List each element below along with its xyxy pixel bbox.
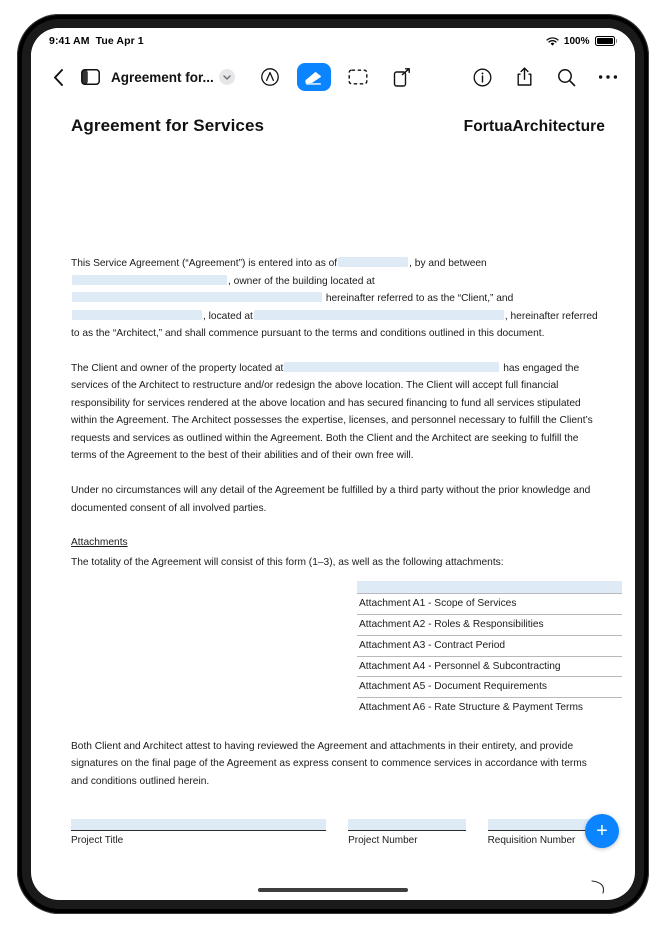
list-item: Attachment A4 - Personnel & Subcontracting xyxy=(357,657,622,678)
document-body xyxy=(71,255,605,807)
highlight-tool[interactable] xyxy=(297,63,331,91)
p1-seg5: , located at xyxy=(203,310,253,322)
document-header xyxy=(71,116,605,136)
field-architect-name[interactable] xyxy=(72,310,202,320)
sidebar-toggle-button[interactable] xyxy=(75,62,105,92)
add-button[interactable]: + xyxy=(585,814,619,848)
project-number-field[interactable] xyxy=(348,819,465,846)
status-bar xyxy=(31,28,635,54)
share-button[interactable] xyxy=(509,62,539,92)
document-toolbar xyxy=(31,54,635,100)
project-title-label: Project Title xyxy=(71,835,124,846)
search-icon xyxy=(557,68,576,87)
status-date: Tue Apr 1 xyxy=(95,35,144,47)
battery-percent-label: 100% xyxy=(563,35,590,47)
share-icon xyxy=(516,67,533,87)
tablet-device-frame xyxy=(17,14,649,914)
selection-tool[interactable] xyxy=(341,63,375,91)
ellipsis-icon xyxy=(598,74,618,80)
attachments-list xyxy=(357,581,622,718)
p1-seg1: This Service Agreement (“Agreement”) is entered into as of xyxy=(71,258,338,269)
paragraph-2 xyxy=(71,360,605,465)
list-item: Attachment A1 - Scope of Services xyxy=(357,594,622,615)
pen-circle-icon xyxy=(260,67,280,87)
project-title-field[interactable] xyxy=(71,819,326,846)
paragraph-1 xyxy=(71,255,605,343)
page-add-icon xyxy=(393,68,411,87)
device-screen xyxy=(31,28,635,900)
requisition-number-label: Requisition Number xyxy=(487,835,576,846)
status-time: 9:41 AM xyxy=(49,35,90,47)
info-button[interactable] xyxy=(467,62,497,92)
chevron-down-icon[interactable] xyxy=(219,69,235,85)
back-button[interactable] xyxy=(43,62,73,92)
closing-paragraph: Both Client and Architect attest to having reviewed the Agreement and attachments in their entirety, and provide signatures on the final page of the Agreement as express consent to commence services in accordance with terms and conditions outlined herein. xyxy=(71,740,587,787)
attachments-input-field[interactable] xyxy=(357,581,622,594)
markup-pen-tool[interactable] xyxy=(253,63,287,91)
highlighter-icon xyxy=(303,69,325,85)
document-title: Agreement for... xyxy=(111,69,214,85)
p1-seg6: , hereinafter referred to as the “Architect,” and shall commence pursuant to the terms and conditions outlined in this document. xyxy=(71,310,598,340)
field-party-one[interactable] xyxy=(72,275,227,285)
list-item: Attachment A5 - Document Requirements xyxy=(357,677,622,698)
paragraph-3: Under no circumstances will any detail of the Agreement be fulfilled by a third party without the prior knowledge and documented consent of all involved parties. xyxy=(71,485,591,514)
p1-seg3: , owner of the building located at xyxy=(228,275,375,287)
p2-seg1: The Client and owner of the property located at xyxy=(71,362,284,374)
more-options-button[interactable] xyxy=(593,62,623,92)
document-title-menu[interactable] xyxy=(111,69,235,85)
field-building-address[interactable] xyxy=(72,292,322,302)
project-title-input[interactable] xyxy=(71,819,326,831)
home-indicator xyxy=(258,888,408,892)
sidebar-toggle-icon xyxy=(81,69,100,85)
dashed-rectangle-icon xyxy=(348,68,368,86)
page-curl-indicator xyxy=(591,880,609,894)
info-circle-icon xyxy=(473,68,492,87)
p1-seg4: hereinafter referred to as the “Client,” and xyxy=(323,293,514,305)
field-date[interactable] xyxy=(338,257,408,267)
list-item: Attachment A6 - Rate Structure & Payment Terms xyxy=(359,702,584,714)
list-item: Attachment A2 - Roles & Responsibilities xyxy=(357,615,622,636)
field-property-location[interactable] xyxy=(284,362,499,372)
search-button[interactable] xyxy=(551,62,581,92)
list-item: Attachment A3 - Contract Period xyxy=(357,636,622,657)
p1-seg2: , by and between xyxy=(409,258,487,269)
page-title: Agreement for Services xyxy=(71,116,265,135)
markup-tool-group xyxy=(253,63,419,91)
signature-fields-row xyxy=(71,819,605,846)
project-number-input[interactable] xyxy=(348,819,465,831)
attachments-intro: The totality of the Agreement will consist of this form (1–3), as well as the following attachments: xyxy=(71,556,504,568)
add-page-tool[interactable] xyxy=(385,63,419,91)
p2-seg2: has engaged the services of the Architect to restructure and/or redesign the above location. The Client will accept full financial responsibility for services rendered at the above location and has secured financing to fund all services stipulated within the Agreement. The Architect possesses the expertise, licenses, and personnel necessary to fulfill the Client’s requests and services as outlined within the Agreement. Both the Client and the Architect are seeking to fulfill the terms of the Agreement to the best of their abilities and of their own free will. xyxy=(71,362,593,462)
chevron-left-icon xyxy=(53,69,64,86)
project-number-label: Project Number xyxy=(348,835,418,846)
battery-icon xyxy=(595,36,618,46)
field-architect-address[interactable] xyxy=(254,310,504,320)
company-logo-text: FortuaArchitecture xyxy=(463,118,605,135)
wifi-icon xyxy=(546,36,559,47)
document-page[interactable] xyxy=(31,100,635,870)
attachments-heading: Attachments xyxy=(71,537,128,549)
